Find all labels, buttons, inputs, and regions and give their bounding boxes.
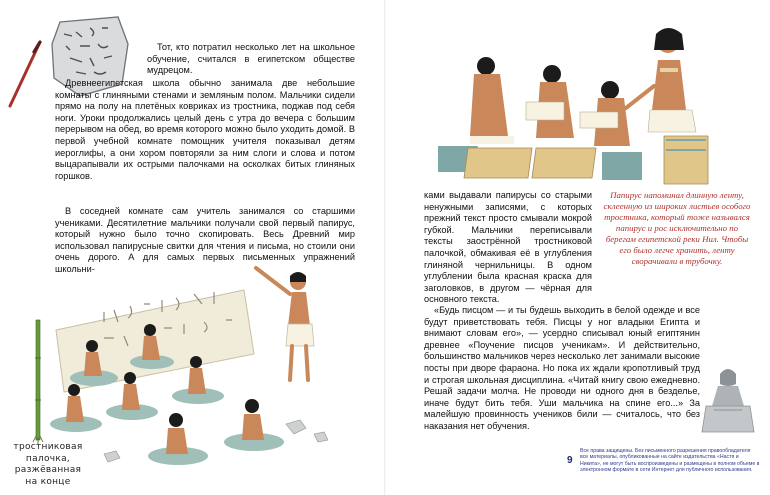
left-paragraph-2: Древнеегипетская школа обычно занимала две небольшие комнаты с глиняными стенами и земляным полом. Мальчики сидели прямо на полу на плетёных ковриках из тростника, поджав под себя ноги. Уроки продолжались целый день с утра до вечера с большим перерывом на обед, во время которого можно было уходить домой. В первой учебной комнате помощник учителя показывал детям иероглифы, а они хором повторяли за ним слоги и слова и потом выцарапывали их острыми палочками на осколках битых глиняных горшков. [55,78,355,181]
page-number: 9 [567,455,573,466]
seated-scribe-statue [700,366,756,436]
reed-stick [28,318,48,444]
left-paragraph-3: В соседней комнате сам учитель занимался со старшими учениками. Десятилетние мальчики получали свой первый папирус, который нужно было точно скопировать. Весь Древний мир использовал папирусные свитки для чтения и письма, но стоили они очень дорого. А для самых первых письменных упражнений школьни- [55,206,355,274]
teacher-seated [626,28,696,132]
boy-2 [526,65,574,138]
stick-caption: тростниковая палочка, разжёванная на конце [13,442,83,487]
right-column-1: ками выдавали папирусы со старыми ненужными записями, с которых прежний текст просто смывали мокрой губкой. Мальчики переписывали тексты заострённой тростниковой палочкой, обмакивая её в углубления глиняной чернильницы. В одном углублении была красная краска для заголовков, в другом — чёрная для основного текста. [424,190,592,305]
red-reed-brush [4,40,44,110]
boys-copying-papyrus [434,16,734,196]
left-paragraph-1: Тот, кто потратил несколько лет на школьное обучение, считался в египетском обществе мудрецом. [147,42,355,76]
papyrus-caption: Папирус напоминал длинную ленту, склеенную из широких листьев особого тростника, который тоже назывался папирус и рос исключительно по берегам египетской реки Нил. Чтобы его было легче хранить, ленту сворачивали в трубочку. [603,190,751,266]
right-paragraph-full: «Будь писцом — и ты будешь выходить в белой одежде и все будут приветствовать тебя. Писцы у ног владыки Египта и внимают словам его», — усердно списывал юный египтянин древнее «Поучение писцов ученикам». И действительно, большинство мальчиков через несколько лет занимали высокие посты при дворе фараона. Но пока их ждали кропотливый труд и строгая школьная дисциплина. «Читай книгу свою ежедневно. Решай задачи молча. Не проводи ни одного дня в безделье, иначе будут бить тебя. Уши мальчика на спине его...» За малейшую провинность учеников били — считалось, что без наказания нет обучения. [424,305,700,431]
book-gutter [384,0,386,495]
teacher-figure [256,268,314,380]
boy-3 [580,81,630,146]
teacher-with-schoolboys [44,254,340,476]
boy-1 [470,57,514,144]
copyright-notice: Все права защищены. Без письменного разрешения правообладателя все материалы, опубликованные на сайте издательства «Настя и Никита», не могут быть воспроизведены и размещены в полном объеме в электронном формате в сети Интернет для публичного использования. [580,448,760,473]
